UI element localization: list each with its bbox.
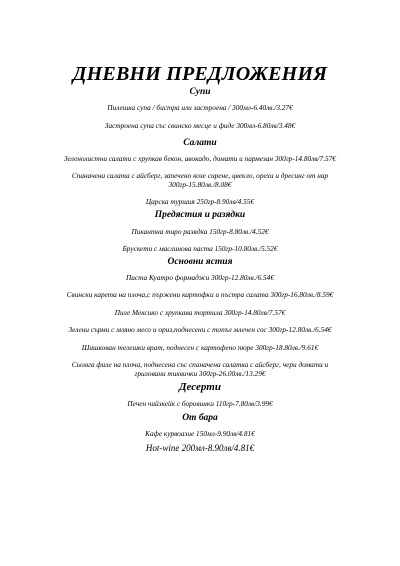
section-heading-salads: Салати	[183, 138, 217, 148]
menu-item: Зеленолистни салати с хрупкав бекон, авокадо, домати и пармезан 300гр-14.80лв/7.57€	[64, 154, 336, 163]
menu-item: Паста Куатро формаджи 300гр-12.80лв./6.54€	[126, 273, 274, 282]
menu-item: Застроена супа със свинско месце и фиде 300мл-6.80лв/3.48€	[104, 121, 296, 130]
menu-item: Пиле Мексико с хрупкава тортила 300гр-14.80лв/7.57€	[114, 308, 286, 317]
menu-item: Брускети с маслинова паста 150гр-10.80лв./5.52€	[122, 244, 278, 253]
menu-item: 300гр-15.80лв./8.08€	[168, 180, 232, 189]
menu-item: Кафе курвоазие 150мл-9.90лв/4.81€	[145, 429, 255, 438]
menu-item: Печен чийзкейк с боровинки 110гр-7.80лв/3.99€	[127, 399, 273, 408]
menu-item: Спаначена салата с айсберг, запечено козе сирене, цвекло, орехи и дресинг от нар	[71, 171, 329, 180]
menu-item: Свински карета на плоча,с пържени картофки и пъстра салата 300гр-16.80лв./8.59€	[66, 290, 334, 299]
section-heading-bar: От бара	[182, 413, 218, 423]
menu-item: Пилешка супа / бистра или застроена / 300мл-6.40лв./3.27€	[107, 103, 293, 112]
menu-item: Зелени сърми с мляно месо и ориз,поднесени с топъл млечен сос 300гр-12.80лв./6.54€	[68, 325, 332, 334]
page-title: ДНЕВНИ ПРЕДЛОЖЕНИЯ	[72, 63, 328, 85]
menu-item: Hot-wine 200мл-8.90лв/4.81€	[145, 443, 255, 453]
section-heading-starters: Предястия и разядки	[154, 210, 246, 220]
menu-item: Царска туршия 250гр-8.90лв/4.55€	[145, 197, 255, 206]
menu-item: Шишкован телешки врат, поднесен с картофено пюре 300гр-18.80лв./9.61€	[81, 343, 319, 352]
section-heading-soups: Супи	[189, 87, 211, 97]
menu-item: Пикантна тиро разядка 150гр-8.80лв./4.52€	[131, 227, 269, 236]
section-heading-mains: Основни ястия	[167, 257, 233, 267]
menu-item: Сьомга филе на плоча, поднесена със спаначена салатка с айсберг, чери домати и	[71, 360, 329, 369]
menu-item: гриловани тиквички 300гр-26.00лв./13.29€	[134, 369, 266, 378]
section-heading-desserts: Десерти	[179, 381, 221, 393]
